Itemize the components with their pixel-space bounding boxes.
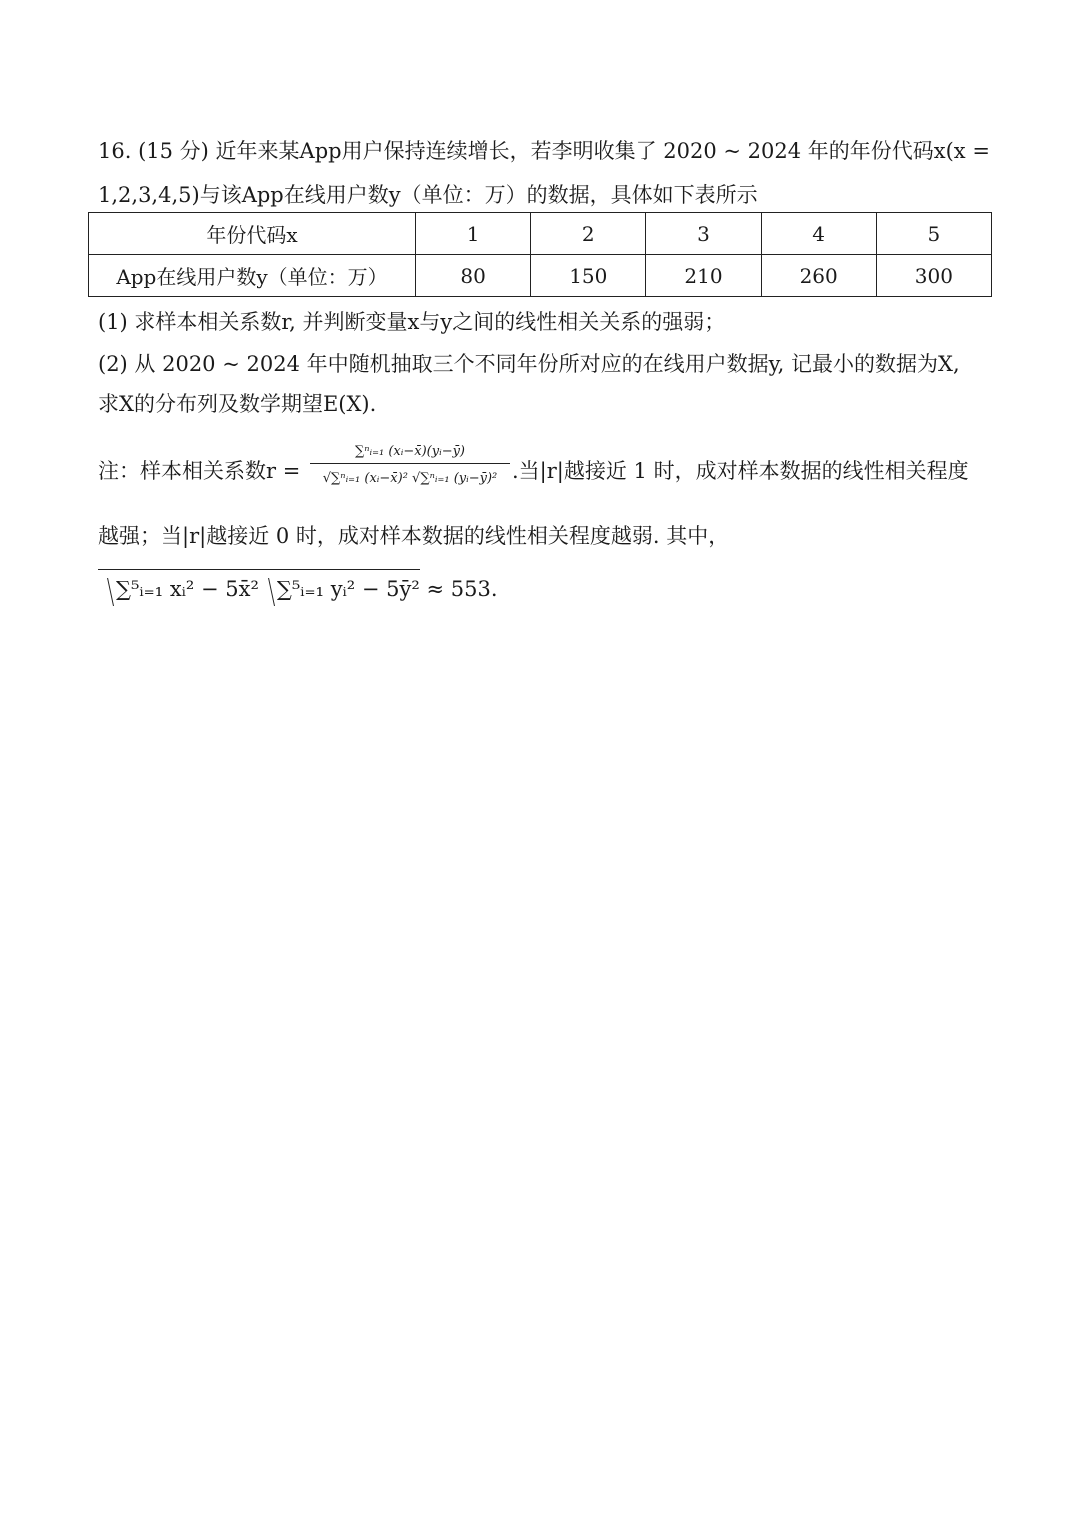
table-cell-y: 80 bbox=[416, 255, 531, 297]
table-cell-x: 4 bbox=[761, 213, 876, 255]
note-line-2: 越强；当|r|越接近 0 时，成对样本数据的线性相关程度越弱. 其中， bbox=[98, 524, 730, 548]
note-tail: .当|r|越接近 1 时，成对样本数据的线性相关程度 bbox=[512, 459, 969, 483]
radical-y-content: ∑⁵ᵢ₌₁ yᵢ² − 5ȳ² bbox=[276, 577, 420, 601]
problem-line-2: 1,2,3,4,5)与该App在线用户数y（单位：万）的数据，具体如下表所示 bbox=[98, 183, 758, 207]
table-row-y bbox=[89, 255, 992, 297]
problem-16 bbox=[98, 136, 998, 611]
radical-x bbox=[98, 569, 259, 606]
table-cell-x: 2 bbox=[531, 213, 646, 255]
question-1: (1) 求样本相关系数r, 并判断变量x与y之间的线性相关关系的强弱； bbox=[98, 310, 726, 334]
note-formula-line bbox=[98, 441, 998, 511]
formula-result: ≈ 553. bbox=[426, 577, 498, 601]
given-formula bbox=[98, 569, 998, 611]
table-cell-x: 3 bbox=[646, 213, 761, 255]
problem-line-1: 16. (15 分) 近年来某App用户保持连续增长，若李明收集了 2020 ~ 2024 年的年份代码x(x = bbox=[98, 139, 990, 163]
fraction-denominator: √∑ⁿᵢ₌₁ (xᵢ−x̄)² √∑ⁿᵢ₌₁ (yᵢ−ȳ)² bbox=[322, 471, 498, 486]
radical-x-content: ∑⁵ᵢ₌₁ xᵢ² − 5x̄² bbox=[116, 577, 259, 601]
fraction-numerator: ∑ⁿᵢ₌₁ (xᵢ−x̄)(yᵢ−ȳ) bbox=[310, 441, 510, 464]
table-cell-y: 260 bbox=[761, 255, 876, 297]
data-table bbox=[88, 212, 992, 297]
question-2-line-1: (2) 从 2020 ~ 2024 年中随机抽取三个不同年份所对应的在线用户数据y, 记最小的数据为X, bbox=[98, 352, 960, 376]
table-cell-y: 150 bbox=[531, 255, 646, 297]
table-row-x bbox=[89, 213, 992, 255]
table-cell-x: 5 bbox=[876, 213, 991, 255]
note-lead: 注：样本相关系数r = bbox=[98, 459, 301, 483]
table-cell-y: 210 bbox=[646, 255, 761, 297]
table-cell-y: 300 bbox=[876, 255, 991, 297]
table-cell-x: 1 bbox=[416, 213, 531, 255]
radical-y bbox=[259, 569, 420, 606]
correlation-fraction bbox=[310, 441, 510, 494]
table-header-y: App在线用户数y（单位：万） bbox=[89, 255, 416, 297]
table-header-x: 年份代码x bbox=[89, 213, 416, 255]
question-2-line-2: 求X的分布列及数学期望E(X). bbox=[98, 392, 377, 416]
